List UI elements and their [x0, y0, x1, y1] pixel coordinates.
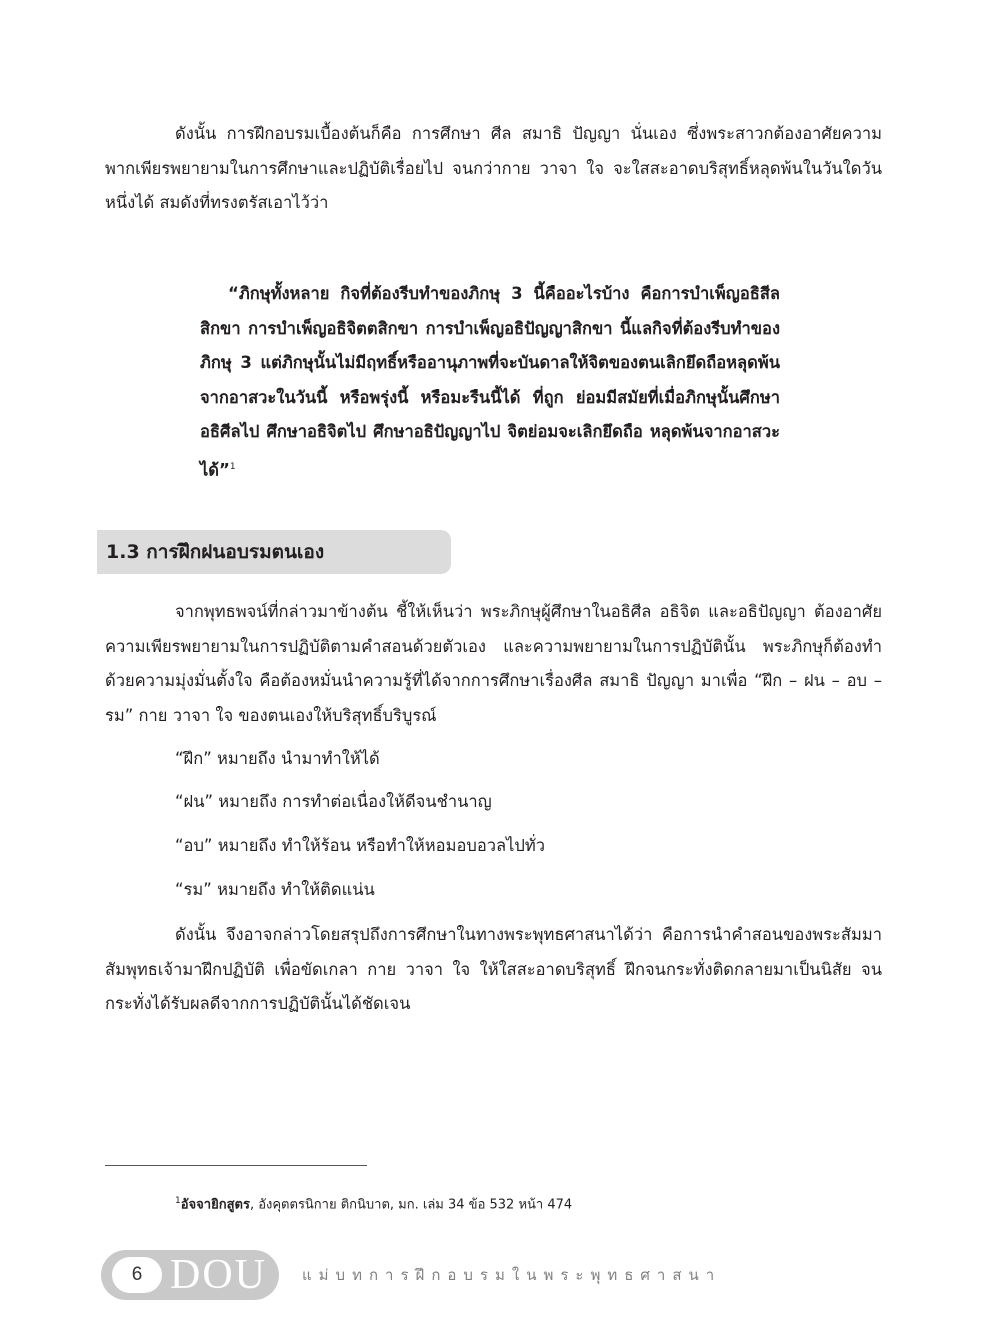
term-item: “รม” หมายถึง ทำให้ติดแน่น	[175, 880, 375, 899]
term-item: “อบ” หมายถึง ทำให้ร้อน หรือทำให้หอมอบอวลไปทั่ว	[175, 836, 546, 855]
intro-paragraph: ดังนั้น การฝึกอบรมเบื้องต้นก็คือ การศึกษา ศีล สมาธิ ปัญญา นั่นเอง ซึ่งพระสาวกต้องอาศัยความพากเพียรพยายามในการศึกษาและปฏิบัติเรื่อยไป จนกว่ากาย วาจา ใจ จะใสสะอาดบริสุทธิ์หลุดพ้นในวันใดวันหนึ่งได้ สมดังที่ทรงตรัสเอาไว้ว่า	[105, 124, 882, 212]
term-item: “ฝึก” หมายถึง นำมาทำให้ได้	[175, 749, 380, 768]
footnote-ref: 1	[229, 461, 236, 472]
term-item: “ฝน” หมายถึง การทำต่อเนื่องให้ดีจนชำนาญ	[175, 792, 492, 811]
quote-text: “ภิกษุทั้งหลาย กิจที่ต้องรีบทำของภิกษุ 3 นี้คืออะไรบ้าง คือการบำเพ็ญอธิสีลสิกขา การบำเพ็ญอธิจิตตสิกขา การบำเพ็ญอธิปัญญาสิกขา นี้แลกิจที่ต้องรีบทำของภิกษุ 3 แต่ภิกษุนั้นไม่มีฤทธิ์หรืออานุภาพที่จะบันดาลให้จิตของตนเลิกยึดถือหลุดพ้นจากอาสวะในวันนี้ หรือพรุ่งนี้ หรือมะรืนนี้ได้ ที่ถูก ย่อมมีสมัยที่เมื่อภิกษุนั้นศึกษาอธิศีลไป ศึกษาอธิจิตไป ศึกษาอธิปัญญาไป จิตย่อมจะเลิกยึดถือ หลุดพ้นจากอาสวะได้”	[200, 284, 780, 479]
footnote-number: 1	[175, 1196, 181, 1206]
section-paragraph-1: จากพุทธพจน์ที่กล่าวมาข้างต้น ชี้ให้เห็นว่า พระภิกษุผู้ศึกษาในอธิศีล อธิจิต และอธิปัญญา ต้องอาศัยความเพียรพยายามในการปฏิบัติตามคำสอนด้วยตัวเอง และความพยายามในการปฏิบัตินั้น พระภิกษุก็ต้องทำด้วยความมุ่งมั่นตั้งใจ คือต้องหมั่นนำความรู้ที่ได้จากการศึกษาเรื่องศีล สมาธิ ปัญญา มาเพื่อ “ฝึก – ฝน – อบ – รม” กาย วาจา ใจ ของตนเองให้บริสุทธิ์บริบูรณ์	[105, 602, 882, 725]
section-paragraph-2: ดังนั้น จึงอาจกล่าวโดยสรุปถึงการศึกษาในทางพระพุทธศาสนาได้ว่า คือการนำคำสอนของพระสัมมาสัมพุทธเจ้ามาฝึกปฏิบัติ เพื่อขัดเกลา กาย วาจา ใจ ให้ใสสะอาดบริสุทธิ์ ฝึกจนกระทั่งติดกลายมาเป็นนิสัย จนกระทั่งได้รับผลดีจากการปฏิบัตินั้นได้ชัดเจน	[105, 925, 882, 1013]
footnote	[175, 1189, 572, 1217]
brand-logo: DOU	[170, 1252, 267, 1298]
footnote-divider	[105, 1165, 367, 1166]
footnote-source-title: อัจจายิกสูตร	[180, 1197, 250, 1213]
book-title: แม่บทการฝึกอบรมในพระพุทธศาสนา	[302, 1266, 722, 1284]
section-heading: 1.3 การฝึกฝนอบรมตนเอง	[106, 541, 325, 563]
footnote-details: , อังคุตตรนิกาย ติกนิบาต, มก. เล่ม 34 ข้อ 532 หน้า 474	[249, 1197, 573, 1213]
page-number: 6	[112, 1257, 162, 1293]
buddha-quote	[200, 277, 780, 488]
